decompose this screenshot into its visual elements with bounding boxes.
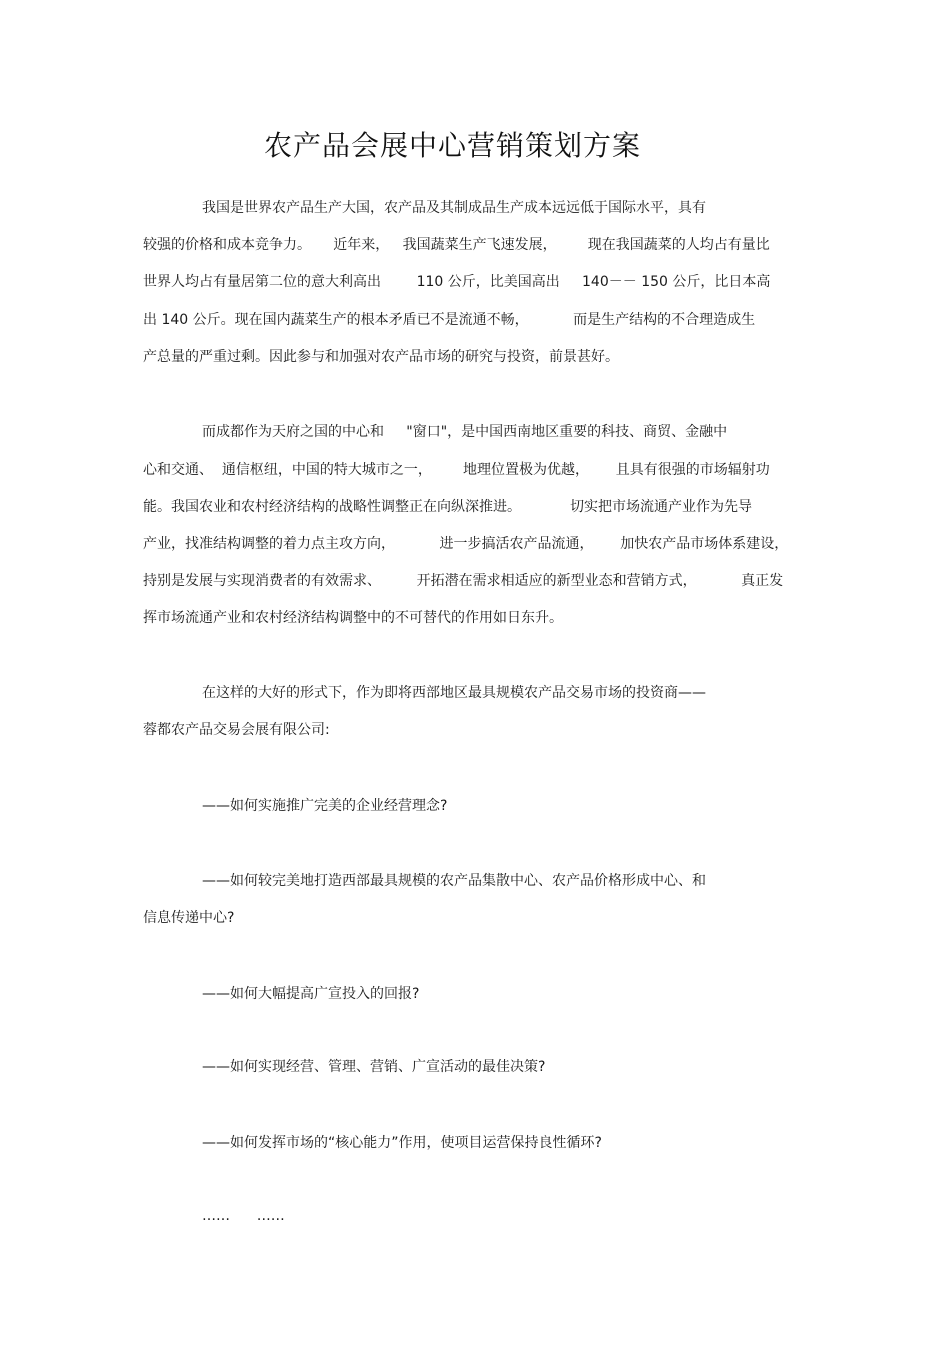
paragraph-1-line-3: 世界人均占有量居第二位的意大利高出 110 公斤，比美国高出 140－－ 150 公斤，比日本高	[143, 274, 771, 290]
paragraph-3-line-2: 蓉都农产品交易会展有限公司:	[143, 722, 330, 738]
question-1: ——如何实施推广完美的企业经营理念?	[202, 798, 448, 814]
question-2-line-1: ——如何较完美地打造西部最具规模的农产品集散中心、农产品价格形成中心、和	[202, 873, 706, 889]
paragraph-2-line-6: 挥市场流通产业和农村经济结构调整中的不可替代的作用如日东升。	[143, 610, 563, 626]
paragraph-2-line-3: 能。我国农业和农村经济结构的战略性调整正在向纵深推进。 切实把市场流通产业作为先导	[143, 499, 752, 515]
paragraph-3-line-1: 在这样的大好的形式下，作为即将西部地区最具规模农产品交易市场的投资商——	[202, 685, 706, 701]
paragraph-2-line-4: 产业，找准结构调整的着力点主攻方向， 进一步搞活农产品流通， 加快农产品市场体系建设，	[143, 536, 789, 552]
paragraph-2-line-2: 心和交通、 通信枢纽，中国的特大城市之一， 地理位置极为优越， 且具有很强的市场辐射功	[143, 462, 770, 478]
paragraph-1-line-2: 较强的价格和成本竞争力。 近年来， 我国蔬菜生产飞速发展， 现在我国蔬菜的人均占有量比	[143, 237, 770, 253]
question-3: ——如何大幅提高广宣投入的回报?	[202, 986, 420, 1002]
question-2-line-2: 信息传递中心?	[143, 910, 235, 926]
ellipsis-line: …… ……	[202, 1208, 285, 1224]
paragraph-1-line-5: 产总量的严重过剩。因此参与和加强对农产品市场的研究与投资，前景甚好。	[143, 349, 619, 365]
question-5: ——如何发挥市场的“核心能力”作用，使项目运营保持良性循环?	[202, 1135, 602, 1151]
paragraph-1-line-1: 我国是世界农产品生产大国，农产品及其制成品生产成本远远低于国际水平，具有	[202, 200, 706, 216]
paragraph-1-line-4: 出 140 公斤。现在国内蔬菜生产的根本矛盾已不是流通不畅， 而是生产结构的不合理造成生	[143, 312, 756, 328]
document-title: 农产品会展中心营销策划方案	[263, 129, 641, 162]
question-4: ——如何实现经营、管理、营销、广宣活动的最佳决策?	[202, 1059, 546, 1075]
paragraph-2-line-5: 持别是发展与实现消费者的有效需求、 开拓潜在需求相适应的新型业态和营销方式， 真正发	[143, 573, 784, 589]
paragraph-2-line-1: 而成都作为天府之国的中心和 "窗口"，是中国西南地区重要的科技、商贸、金融中	[202, 424, 728, 440]
